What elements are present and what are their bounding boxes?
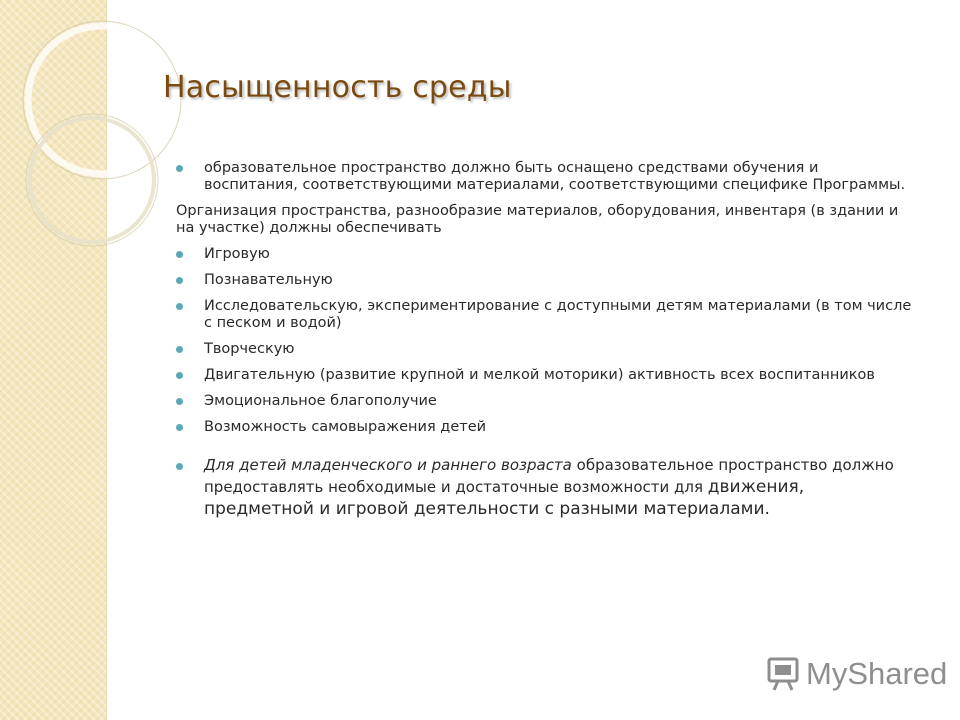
list-item [176, 272, 916, 289]
bullet-dot [176, 277, 183, 284]
bullet-dot [176, 346, 183, 353]
decorative-ring-outline [23, 21, 181, 179]
bullet-dot [176, 165, 183, 172]
decorative-ring-large [28, 26, 176, 174]
list-item [176, 454, 916, 520]
bullet-text: Творческую [204, 341, 295, 357]
bullet-text: Двигательную (развитие крупной и мелкой моторики) активность всех воспитанников [204, 367, 875, 383]
bullet-dot [176, 372, 183, 379]
decorative-ring-small [30, 118, 154, 242]
last-bullet-large: движения, предметной и игровой деятельности с разными материалами. [204, 477, 805, 519]
slide-title: Насыщенность среды [163, 70, 512, 105]
bullet-dot [176, 398, 183, 405]
myshared-logo-icon [766, 656, 802, 692]
bullet-dot [176, 303, 183, 310]
bullet-text: Исследовательскую, экспериментирование с доступными детям материалами (в том числе с песком и водой) [204, 298, 912, 331]
bullet-text: Возможность самовыражения детей [204, 419, 487, 435]
list-item [176, 367, 916, 384]
bullet-dot [176, 424, 183, 431]
last-bullet-italic: Для детей младенческого и раннего возраста [204, 456, 572, 474]
list-item [176, 160, 916, 194]
bullet-dot [176, 463, 183, 470]
plain-paragraph: Организация пространства, разнообразие материалов, оборудования, инвентаря (в здании и на участке) должны обеспечивать [176, 203, 899, 236]
decorative-ring-small-outline [26, 114, 158, 246]
intro-bullet-text: образовательное пространство должно быть оснащено средствами обучения и воспитания, соответствующими материалами, соответствующими специфике Программы. [204, 160, 906, 193]
last-bullet-regular: образовательное пространство должно предоставлять необходимые и достаточные возможности для [204, 456, 894, 496]
list-item [176, 246, 916, 263]
bullet-text: Познавательную [204, 272, 333, 288]
bullet-text: Эмоциональное благополучие [204, 393, 437, 409]
list-item [176, 298, 916, 332]
myshared-logo [766, 656, 947, 692]
list-item [176, 341, 916, 358]
slide-content [176, 160, 916, 529]
logo-text: MyShared [806, 656, 948, 691]
bullet-text: Игровую [204, 246, 270, 262]
list-item [176, 393, 916, 410]
list-item [176, 419, 916, 436]
bullet-dot [176, 251, 183, 258]
